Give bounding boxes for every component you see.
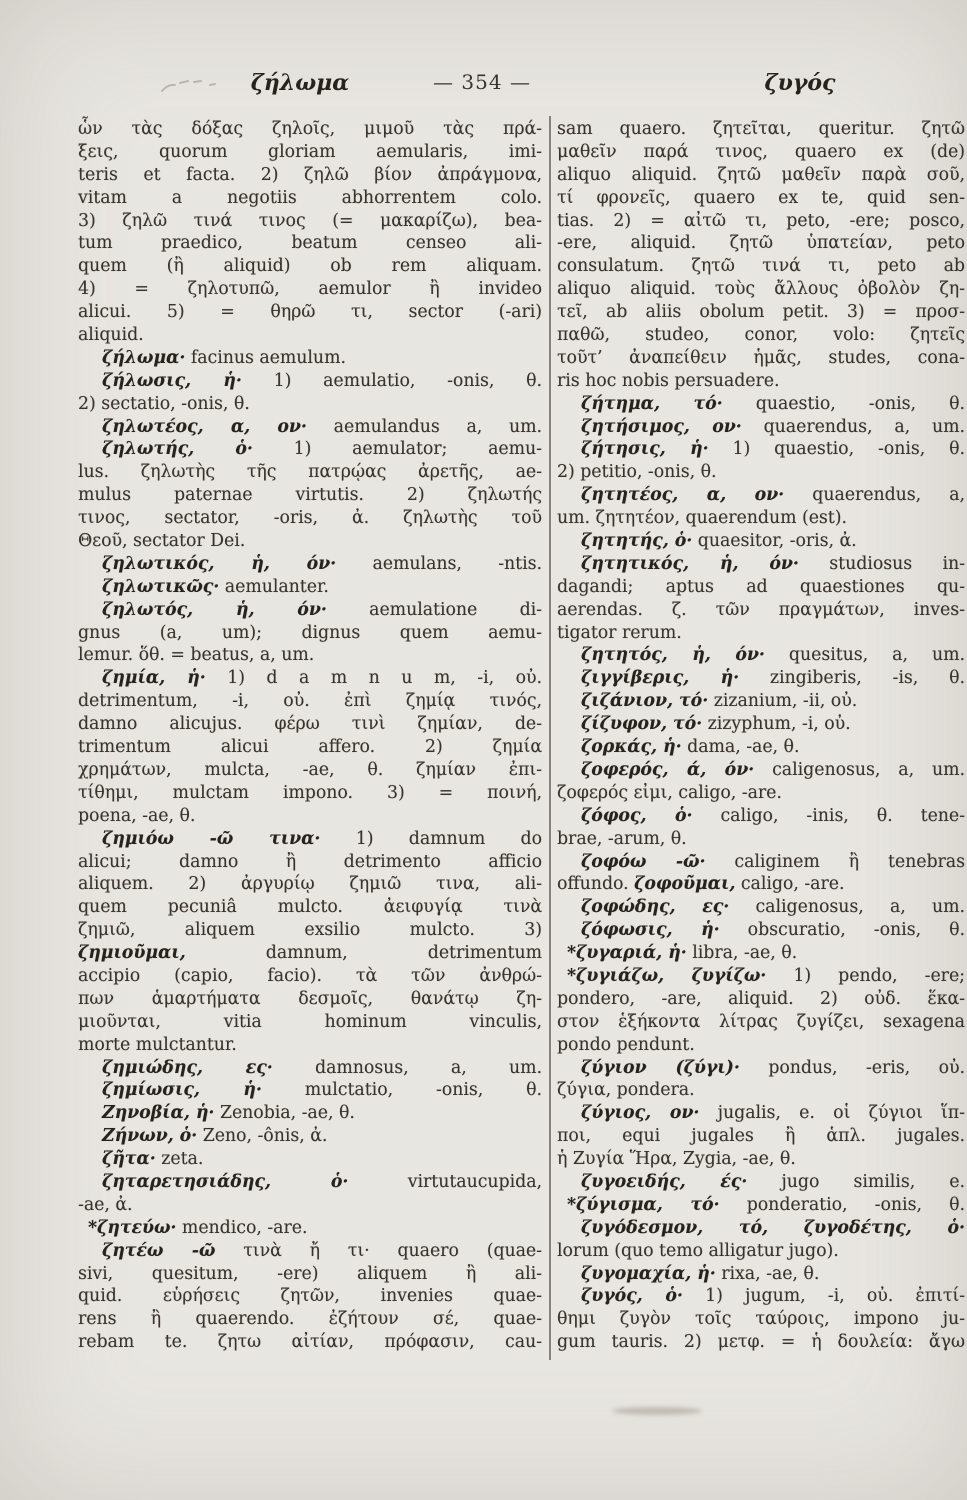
entry-headword: ζηλωτής, ὁ· — [102, 439, 253, 460]
entry-headword: ζυγομαχία, ἡ· — [581, 1263, 716, 1284]
line-text: caligo, -are. — [735, 874, 845, 895]
left-text-column — [78, 118, 542, 1354]
text-line — [557, 1102, 965, 1125]
line-text: brae, -arum, θ. — [557, 828, 687, 849]
text-line — [557, 1240, 965, 1263]
entry-headword: ζοφερός, ά, όν· — [581, 759, 755, 780]
entry-headword: ζόφωσις, ἡ· — [581, 920, 720, 941]
text-line — [557, 828, 965, 851]
text-line — [557, 851, 965, 874]
entry-headword: ζητήσιμος, ον· — [581, 416, 742, 437]
line-text: detrimentum, -i, οὐ. ἐπὶ ζημίᾳ τινός, — [78, 691, 542, 712]
text-line — [78, 347, 542, 370]
text-line — [78, 942, 542, 965]
line-text: alicui. 5) = θηρῶ τι, sector (-ari) — [78, 302, 542, 323]
text-line — [78, 461, 542, 484]
line-text: caliginem ἢ tenebras — [705, 851, 965, 872]
ink-smudge — [612, 1407, 702, 1415]
entry-headword: ζητητέος, α, ον· — [581, 485, 785, 506]
line-text: Zeno, -ônis, ἀ. — [197, 1126, 328, 1147]
line-text: studiosus in- — [798, 553, 965, 574]
line-text: mendico, -are. — [176, 1217, 308, 1238]
text-line — [78, 782, 542, 805]
text-line — [78, 438, 542, 461]
entry-headword: ζιζάνιον, τό· — [581, 691, 709, 712]
text-line — [557, 713, 965, 736]
entry-headword: *ζυγαριά, ἡ· — [567, 943, 687, 964]
text-line — [78, 622, 542, 645]
text-line — [78, 873, 542, 896]
line-text: τεῖ, ab aliis obolum petit. 3) = προσ- — [557, 302, 965, 323]
line-text: damno alicujus. φέρω τινὶ ζημίαν, de- — [78, 714, 542, 735]
text-line — [557, 622, 965, 645]
line-text: poena, -ae, θ. — [78, 805, 196, 826]
entry-headword: ζημίωσις, ἡ· — [102, 1080, 262, 1101]
line-text: offundo. — [557, 874, 635, 895]
line-text: quaerendus, a, — [784, 485, 965, 506]
text-line — [78, 851, 542, 874]
line-text: lorum (quo temo alligatur jugo). — [557, 1240, 839, 1261]
line-text: 1) aemulator; aemu- — [252, 439, 542, 460]
entry-headword: ζυγός, ὁ· — [581, 1286, 683, 1307]
line-text: mulus paternae virtutis. 2) ζηλωτής — [78, 485, 542, 506]
line-text: τοῦτ’ ἀναπείθειν ἡμᾶς, studes, cona- — [557, 347, 965, 368]
entry-headword: ζῆτα· — [102, 1149, 156, 1170]
entry-headword: ζιγγίβερις, ἡ· — [581, 668, 740, 689]
line-text: ἡ Ζυγία Ἥρα, Zygia, -ae, θ. — [557, 1149, 796, 1170]
text-line — [557, 965, 965, 988]
text-line — [78, 1079, 542, 1102]
line-text: 1) pendo, -ere; — [766, 965, 965, 986]
line-text: aemulanter. — [219, 576, 329, 597]
text-line — [557, 301, 965, 324]
text-line — [557, 484, 965, 507]
entry-headword: ζηλωτός, ἡ, όν· — [102, 599, 327, 620]
line-text: 1) aemulatio, -onis, θ. — [241, 370, 542, 391]
line-text: jugo similis, e. — [747, 1171, 966, 1192]
entry-headword: *ζυγιάζω, ζυγίζω· — [567, 965, 767, 986]
entry-headword: ζηλωτέος, α, ον· — [102, 416, 307, 437]
text-line — [557, 1217, 965, 1240]
text-line — [557, 347, 965, 370]
text-line — [557, 553, 965, 576]
line-text: sam quaero. ζητεῖται, queritur. ζητῶ — [557, 119, 965, 139]
text-line — [78, 713, 542, 736]
text-line — [557, 1331, 965, 1354]
text-line — [78, 690, 542, 713]
text-line — [557, 1125, 965, 1148]
text-line — [557, 416, 965, 439]
entry-headword: ζυγοειδής, ές· — [581, 1171, 748, 1192]
line-text: Θεοῦ, sectator Dei. — [78, 531, 246, 552]
line-text: ponderatio, -onis, θ. — [719, 1194, 965, 1215]
text-line — [78, 736, 542, 759]
line-text: πων ἁμαρτήματα δεσμοῖς, θανάτῳ ζη- — [78, 988, 542, 1009]
entry-headword: ζητητός, ἡ, όν· — [581, 645, 765, 666]
entry-headword: ζυγόδεσμον, τό, ζυγοδέτης, ὁ· — [581, 1217, 965, 1238]
line-text: caligenosus, a, um. — [754, 759, 965, 780]
text-line — [78, 1194, 542, 1217]
text-line — [557, 988, 965, 1011]
line-text: sivi, quesitum, -ere) aliquem ἢ ali- — [78, 1263, 542, 1284]
text-line — [557, 782, 965, 805]
line-text: στον ἑξήκοντα λίτρας ζυγίζει, sexagena — [557, 1011, 965, 1032]
line-text: zizanium, -ii, οὐ. — [708, 691, 858, 712]
text-line — [557, 576, 965, 599]
text-line — [78, 965, 542, 988]
line-text: aliquem. 2) ἀργυρίῳ ζημιῶ τινα, ali- — [78, 874, 542, 895]
text-line — [557, 278, 965, 301]
text-line — [557, 1079, 965, 1102]
text-line — [78, 370, 542, 393]
line-text: damnosus, a, um. — [272, 1057, 542, 1078]
text-line — [557, 507, 965, 530]
entry-headword: ζύγιος, ον· — [581, 1103, 700, 1124]
text-line — [78, 164, 542, 187]
line-text: παθῶ, studeo, conor, volo: ζητεῖς — [557, 325, 965, 346]
text-line — [78, 1308, 542, 1331]
line-text: quaesitor, -oris, ἀ. — [692, 531, 857, 552]
text-line — [557, 1285, 965, 1308]
line-text: tias. 2) = αἰτῶ τι, peto, -ere; posco, — [557, 210, 965, 231]
text-line — [557, 1057, 965, 1080]
entry-headword: ζημιοῦμαι, — [78, 943, 186, 964]
entry-headword: ζητέω -ῶ — [102, 1240, 216, 1261]
text-line — [557, 896, 965, 919]
line-text: aemulatione di- — [326, 599, 542, 620]
text-line — [557, 942, 965, 965]
line-text: zizyphum, -i, οὐ. — [702, 714, 851, 735]
line-text: virtutaucupida, — [348, 1171, 542, 1192]
text-line — [78, 576, 542, 599]
text-line — [78, 1240, 542, 1263]
line-text: 2) petitio, -onis, θ. — [557, 462, 717, 483]
entry-headword: ζόφος, ὁ· — [581, 805, 693, 826]
line-text: μιοῦνται, vitia hominum vinculis, — [78, 1011, 542, 1032]
entry-headword: ζοφοῦμαι, — [634, 874, 736, 895]
text-line — [557, 805, 965, 828]
line-text: vitam a negotiis abhorrentem colo. — [78, 187, 542, 208]
line-text: morte mulctantur. — [78, 1034, 237, 1055]
line-text: -ae, ἀ. — [78, 1194, 133, 1215]
line-text: zingiberis, -is, θ. — [739, 668, 965, 689]
text-line — [78, 828, 542, 851]
text-line — [78, 1034, 542, 1057]
line-text: quesitus, a, um. — [764, 645, 965, 666]
line-text: lemur. ὅθ. = beatus, a, um. — [78, 645, 315, 666]
line-text: aliquid. — [78, 325, 144, 346]
text-line — [557, 118, 965, 141]
text-line — [557, 644, 965, 667]
text-line — [78, 988, 542, 1011]
text-line — [78, 896, 542, 919]
line-text: jugalis, e. οἱ ζύγιοι ἵπ- — [699, 1103, 965, 1124]
line-text: -ere, aliquid. ζητῶ ὑπατείαν, peto — [557, 233, 965, 254]
text-line — [557, 1034, 965, 1057]
line-text: μαθεῖν παρά τινος, quaero ex (de) — [557, 141, 965, 162]
line-text: τίθημι, mulctam impono. 3) = ποινή, — [78, 782, 542, 803]
line-text: alicui; damno ἢ detrimento afficio — [78, 851, 542, 872]
line-text: ποι, equi jugales ἢ ἁπλ. jugales. — [557, 1126, 965, 1147]
line-text: ζοφερός εἰμι, caligo, -are. — [557, 782, 782, 803]
text-line — [557, 599, 965, 622]
line-text: τινὰ ἤ τι· quaero (quae- — [215, 1240, 542, 1261]
text-line — [78, 232, 542, 255]
line-text: ris hoc nobis persuadere. — [557, 370, 780, 391]
entry-headword: ζορκάς, ἡ· — [581, 737, 682, 758]
text-line — [78, 553, 542, 576]
running-head-right-keyword: ζυγός — [764, 70, 836, 96]
line-text: rens ἢ quaerendo. ἐζήτουν σέ, quae- — [78, 1309, 542, 1330]
line-text: ζύγια, pondera. — [557, 1080, 695, 1101]
line-text: trimentum alicui affero. 2) ζημία — [78, 737, 542, 758]
entry-headword: ζημιόω -ῶ τινα· — [102, 828, 321, 849]
right-text-column — [557, 118, 965, 1354]
line-text: teris et facta. 2) ζηλῶ βίον ἀπράγμονα, — [78, 164, 542, 185]
text-line — [78, 416, 542, 439]
line-text: lus. ζηλωτὴς τῆς πατρῴας ἀρετῆς, ae- — [78, 462, 542, 483]
text-line — [557, 1194, 965, 1217]
text-line — [78, 1171, 542, 1194]
entry-headword: ζητητής, ὁ· — [581, 531, 693, 552]
entry-headword: ζημιώδης, ες· — [102, 1057, 273, 1078]
line-text: χρημάτων, mulcta, -ae, θ. ζημίαν ἐπι- — [78, 759, 542, 780]
line-text: consulatum. ζητῶ τινά τι, peto ab — [557, 256, 965, 277]
entry-headword: ζητητικός, ἡ, όν· — [581, 553, 799, 574]
text-line — [557, 438, 965, 461]
text-line — [78, 1057, 542, 1080]
line-text: aemulans, -ntis. — [336, 553, 542, 574]
line-text: quem (ἢ aliquid) ob rem aliquam. — [78, 256, 542, 277]
text-line — [78, 1263, 542, 1286]
line-text: 1) quaestio, -onis, θ. — [708, 439, 965, 460]
entry-headword: ζοφώδης, ες· — [581, 897, 730, 918]
text-line — [78, 1285, 542, 1308]
text-line — [78, 484, 542, 507]
page-number: — 354 — — [433, 70, 531, 94]
line-text: 4) = ζηλοτυπῶ, aemulor ἢ invideo — [78, 279, 542, 300]
line-text: mulctatio, -onis, θ. — [261, 1080, 542, 1101]
text-line — [78, 141, 542, 164]
text-line — [78, 187, 542, 210]
line-text: facinus aemulum. — [185, 347, 346, 368]
text-line — [557, 187, 965, 210]
line-text: 2) sectatio, -onis, θ. — [78, 393, 250, 414]
line-text: gum tauris. 2) μετφ. = ἡ δουλεία: ἄγω — [557, 1332, 965, 1353]
text-line — [78, 1148, 542, 1171]
text-line — [557, 164, 965, 187]
text-line — [78, 919, 542, 942]
text-line — [557, 690, 965, 713]
text-line — [557, 736, 965, 759]
line-text: τινος, sectator, -oris, ἀ. ζηλωτὴς τοῦ — [78, 508, 542, 529]
line-text: um. ζητητέον, quaerendum (est). — [557, 508, 847, 529]
entry-headword: ζηλωτικῶς· — [102, 576, 220, 597]
text-line — [78, 301, 542, 324]
line-text: ξεις, quorum gloriam aemularis, imi- — [78, 141, 542, 162]
line-text: damnum, detrimentum — [185, 943, 542, 964]
line-text: quid. εὑρήσεις ζητῶν, invenies quae- — [78, 1286, 542, 1307]
line-text: caligo, -inis, θ. tene- — [692, 805, 965, 826]
entry-headword: Ζηνοβία, ἡ· — [102, 1103, 215, 1124]
line-text: libra, -ae, θ. — [686, 943, 798, 964]
text-line — [78, 324, 542, 347]
line-text: tigator rerum. — [557, 622, 682, 643]
text-line — [78, 599, 542, 622]
text-line — [557, 141, 965, 164]
entry-headword: ζηλωτικός, ἡ, όν· — [102, 553, 337, 574]
line-text: caligenosus, a, um. — [729, 897, 965, 918]
line-text: obscuratio, -onis, θ. — [719, 920, 965, 941]
entry-headword: ζύγιον (ζύγι)· — [581, 1057, 740, 1078]
line-text: pondus, -eris, οὐ. — [739, 1057, 965, 1078]
line-text: 1) jugum, -i, οὐ. ἐπιτί- — [682, 1286, 965, 1307]
line-text: rixa, -ae, θ. — [715, 1263, 820, 1284]
line-text: Zenobia, -ae, θ. — [214, 1103, 355, 1124]
entry-headword: *ζύγισμα, τό· — [567, 1194, 720, 1215]
line-text: gnus (a, um); dignus quem aemu- — [78, 622, 542, 643]
text-line — [78, 255, 542, 278]
text-line — [557, 324, 965, 347]
text-line — [557, 759, 965, 782]
text-line — [78, 393, 542, 416]
text-line — [557, 1148, 965, 1171]
text-line — [78, 1331, 542, 1354]
line-text: quaerendus, a, um. — [741, 416, 966, 437]
text-line — [557, 1171, 965, 1194]
text-line — [78, 210, 542, 233]
running-head-left-keyword: ζήλωμα — [250, 70, 350, 96]
line-text: tum praedico, beatum censeo ali- — [78, 233, 542, 254]
text-line — [78, 118, 542, 141]
text-line — [557, 919, 965, 942]
text-line — [78, 1125, 542, 1148]
entry-headword: *ζητεύω· — [88, 1217, 177, 1238]
text-line — [557, 1308, 965, 1331]
text-line — [78, 1011, 542, 1034]
text-line — [78, 644, 542, 667]
entry-headword: ζήτημα, τό· — [581, 393, 723, 414]
line-text: ὧν τὰς δόξας ζηλοῖς, μιμοῦ τὰς πρά- — [78, 119, 542, 139]
entry-headword: Ζήνων, ὁ· — [102, 1126, 198, 1147]
text-line — [78, 278, 542, 301]
text-line — [557, 873, 965, 896]
line-text: aliquo aliquid. ζητῶ μαθεῖν παρὰ σοῦ, — [557, 164, 965, 185]
text-line — [557, 667, 965, 690]
text-line — [78, 667, 542, 690]
column-divider-rule — [549, 116, 551, 1360]
line-text: aliquo aliquid. τοὺς ἄλλους ὀβολὸν ζη- — [557, 279, 965, 300]
line-text: quem pecuniâ mulcto. ἀειφυγίᾳ τινὰ — [78, 897, 542, 918]
entry-headword: ζημία, ἡ· — [102, 668, 206, 689]
entry-headword: ζηταρετησιάδης, ὁ· — [102, 1171, 349, 1192]
line-text: 3) ζηλῶ τινά τινος (= μακαρίζω), bea- — [78, 210, 542, 231]
pencil-mark — [158, 70, 222, 98]
text-line — [557, 255, 965, 278]
text-line — [557, 530, 965, 553]
text-line — [78, 1217, 542, 1240]
entry-headword: ζήλωσις, ἡ· — [102, 370, 242, 391]
line-text: pondo pendunt. — [557, 1034, 695, 1055]
line-text: ζημιῶ, aliquem exsilio mulcto. 3) — [78, 920, 542, 941]
line-text: dama, -ae, θ. — [681, 737, 800, 758]
line-text: θημι ζυγὸν τοῖς ταύροις, impono ju- — [557, 1309, 965, 1330]
line-text: dagandi; aptus ad quaestiones qu- — [557, 576, 965, 597]
line-text: 1) d a m n u m, -i, οὐ. — [205, 668, 542, 689]
text-line — [78, 1102, 542, 1125]
text-line — [557, 1263, 965, 1286]
text-line — [557, 393, 965, 416]
line-text: τί φρονεῖς, quaero ex te, quid sen- — [557, 187, 965, 208]
entry-headword: ζήτησις, ἡ· — [581, 439, 709, 460]
entry-headword: ζοφόω -ῶ· — [581, 851, 706, 872]
text-line — [78, 507, 542, 530]
entry-headword: ζήλωμα· — [102, 347, 186, 368]
line-text: aerendas. ζ. τῶν πραγμάτων, inves- — [557, 599, 965, 620]
text-line — [78, 759, 542, 782]
line-text: rebam te. ζητω αἰτίαν, πρόφασιν, cau- — [78, 1332, 542, 1353]
text-line — [557, 370, 965, 393]
text-line — [78, 805, 542, 828]
line-text: pondero, -are, aliquid. 2) οὐδ. ἕκα- — [557, 988, 965, 1009]
text-line — [557, 232, 965, 255]
line-text: aemulandus a, um. — [306, 416, 543, 437]
text-line — [557, 461, 965, 484]
text-line — [557, 1011, 965, 1034]
text-line — [78, 530, 542, 553]
entry-headword: ζίζυφον, τό· — [581, 714, 703, 735]
text-line — [557, 210, 965, 233]
line-text: accipio (capio, facio). τὰ τῶν ἀνθρώ- — [78, 965, 542, 986]
line-text: 1) damnum do — [320, 828, 542, 849]
line-text: quaestio, -onis, θ. — [722, 393, 965, 414]
line-text: zeta. — [155, 1149, 204, 1170]
